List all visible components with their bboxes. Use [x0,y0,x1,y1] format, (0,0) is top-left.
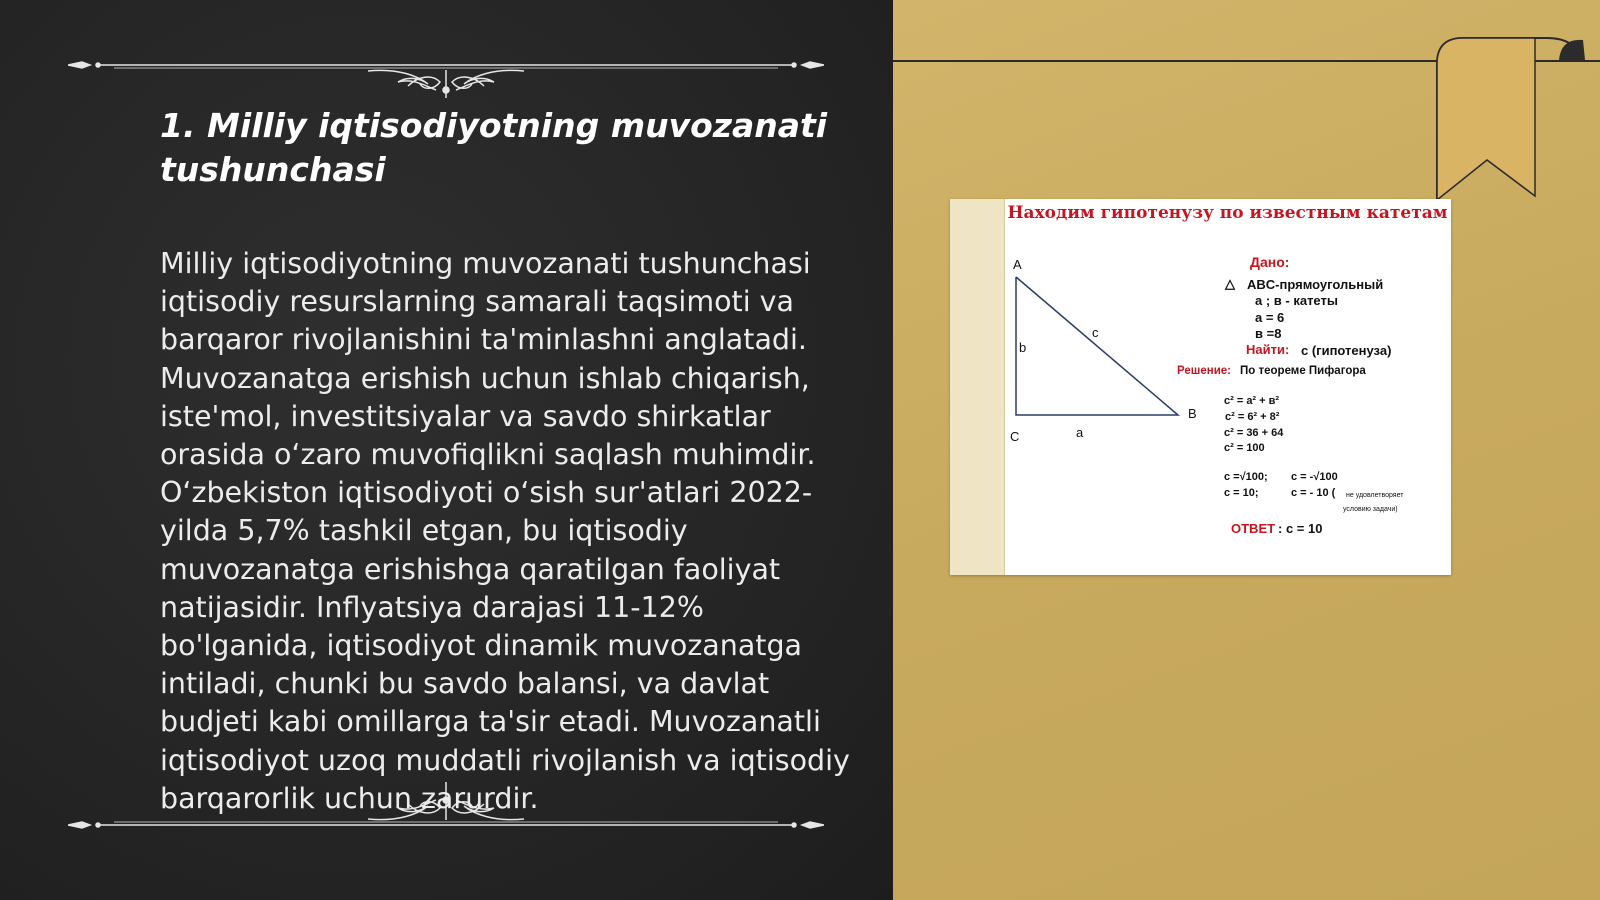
answer-label: ОТВЕТ [1231,521,1276,536]
given-label: Дано: [1250,254,1290,270]
given-a: a = 6 [1255,310,1285,325]
find-value: с (гипотенуза) [1301,343,1392,358]
top-ornament [68,38,824,98]
equation-3: c² = 36 + 64 [1224,427,1284,439]
vertex-c-label: C [1010,429,1020,444]
slide-title: 1. Milliy iqtisodiyotning muvozanati tushunchasi [160,106,828,189]
solution-label: Решение: [1177,365,1232,377]
bookmark-ribbon [1435,36,1585,200]
given-triangle: ABC-прямоугольный [1247,277,1384,292]
result-negative: c = - 10 ( [1291,487,1336,499]
result-note-1: не удовлетворяет [1346,492,1404,499]
equation-4: c² = 100 [1224,442,1265,454]
given-legs: а ; в - катеты [1255,293,1338,308]
root-negative: c = -√100 [1291,471,1338,483]
side-c-label: c [1092,325,1099,340]
image-side-strip [950,199,1005,575]
side-a-label: a [1076,425,1084,440]
slide-body-text: Milliy iqtisodiyotning muvozanati tushunchasi iqtisodiy resurslarning samarali taqsimoti va barqaror rivojlanishini ta'minlashni anglatadi. Muvozanatga erishish uchun ishlab chiqarish, iste'mol, investitsiyalar va savdo shirkatlar orasida o‘zaro muvofiqlikni saqlash muhimdir. O‘zbekiston iqtisodiyoti o‘sish sur'atlari 2022-yilda 5,7% tashkil etgan, bu iqtisodiy muvozanatga erishishga qaratilgan faoliyat natijasidir. Inflyatsiya darajasi 11-12% bo'lganida, iqtisodiyot dinamik muvozanatga intiladi, chunki bu savdo balansi, va davlat budjeti kabi omillarga ta'sir etadi. Muvozanatli iqtisodiyot uzoq muddatli rivojlanish va iqtisodiy barqarorlik uchun zarurdir. [160,247,850,815]
solution-value: По теореме Пифагора [1240,365,1366,377]
math-image [950,199,1451,575]
image-title: Находим гипотенузу по известным катетам [1007,203,1448,223]
result-positive: c = 10; [1224,487,1259,499]
given-b: в =8 [1255,326,1282,341]
vertex-a-label: A [1013,257,1022,272]
triangle-icon: △ [1225,276,1235,291]
right-triangle-diagram [1010,251,1210,451]
result-note-2: условию задачи) [1343,506,1398,513]
answer-value: : c = 10 [1278,521,1323,536]
side-b-label: b [1019,340,1027,355]
root-positive: c =√100; [1224,471,1268,483]
find-label: Найти: [1246,342,1290,357]
equation-2: c² = 6² + 8² [1225,411,1280,423]
vertex-b-label: B [1188,406,1197,421]
equation-1: c² = a² + в² [1224,395,1280,407]
